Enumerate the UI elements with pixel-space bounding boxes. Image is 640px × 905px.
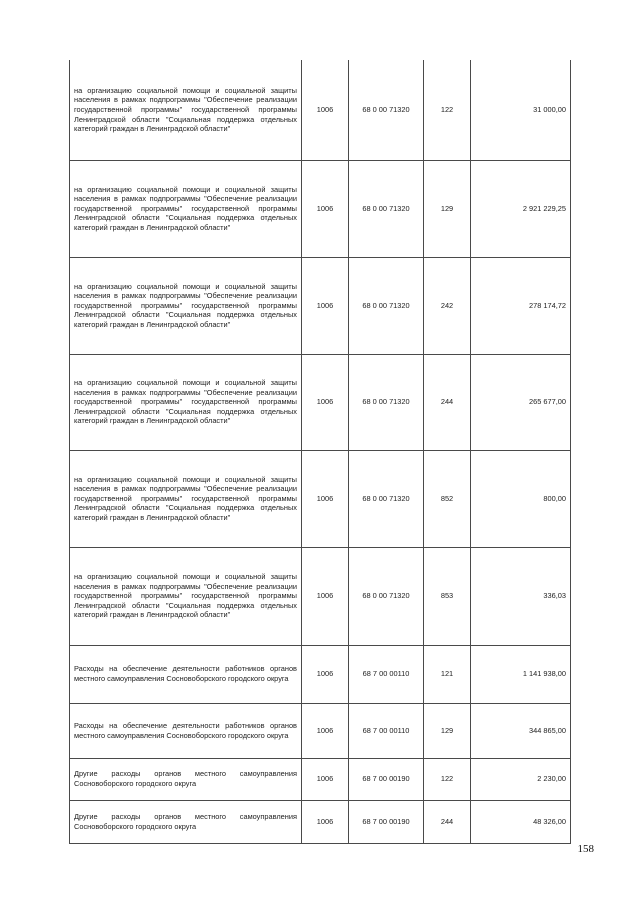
row-expense-type: 122 xyxy=(424,60,471,160)
row-target-code: 68 0 00 71320 xyxy=(349,160,424,257)
row-target-code: 68 0 00 71320 xyxy=(349,354,424,450)
row-amount: 278 174,72 xyxy=(471,257,571,354)
row-amount: 48 326,00 xyxy=(471,800,571,843)
budget-table-body xyxy=(70,60,571,843)
row-expense-type: 121 xyxy=(424,645,471,703)
row-expense-type: 244 xyxy=(424,800,471,843)
row-section-code: 1006 xyxy=(302,354,349,450)
table-row xyxy=(70,758,571,800)
row-description: на организацию социальной помощи и социальной защиты населения в рамках подпрограммы "Обеспечение реализации государственной программы" государственной программы Ленинградской области "Социальная поддержка отдельных категорий граждан в Ленинградской области" xyxy=(70,160,302,257)
table-row xyxy=(70,547,571,645)
row-description: на организацию социальной помощи и социальной защиты населения в рамках подпрограммы "Обеспечение реализации государственной программы" государственной программы Ленинградской области "Социальная поддержка отдельных категорий граждан в Ленинградской области" xyxy=(70,547,302,645)
row-amount: 344 865,00 xyxy=(471,703,571,758)
budget-table xyxy=(69,60,571,844)
table-row xyxy=(70,450,571,547)
row-expense-type: 244 xyxy=(424,354,471,450)
row-expense-type: 129 xyxy=(424,160,471,257)
row-amount: 31 000,00 xyxy=(471,60,571,160)
table-row xyxy=(70,160,571,257)
table-row xyxy=(70,60,571,160)
row-description: на организацию социальной помощи и социальной защиты населения в рамках подпрограммы "Обеспечение реализации государственной программы" государственной программы Ленинградской области "Социальная поддержка отдельных категорий граждан в Ленинградской области" xyxy=(70,60,302,160)
table-row xyxy=(70,703,571,758)
row-description: Другие расходы органов местного самоуправления Сосновоборского городского округа xyxy=(70,800,302,843)
row-amount: 336,03 xyxy=(471,547,571,645)
row-section-code: 1006 xyxy=(302,800,349,843)
row-expense-type: 853 xyxy=(424,547,471,645)
row-target-code: 68 7 00 00190 xyxy=(349,758,424,800)
row-amount: 2 921 229,25 xyxy=(471,160,571,257)
row-expense-type: 122 xyxy=(424,758,471,800)
row-description: Расходы на обеспечение деятельности работников органов местного самоуправления Сосновоборского городского округа xyxy=(70,703,302,758)
row-section-code: 1006 xyxy=(302,703,349,758)
table-row xyxy=(70,645,571,703)
row-section-code: 1006 xyxy=(302,645,349,703)
row-section-code: 1006 xyxy=(302,257,349,354)
row-section-code: 1006 xyxy=(302,758,349,800)
row-amount: 2 230,00 xyxy=(471,758,571,800)
row-amount: 1 141 938,00 xyxy=(471,645,571,703)
row-expense-type: 129 xyxy=(424,703,471,758)
table-row xyxy=(70,354,571,450)
row-section-code: 1006 xyxy=(302,60,349,160)
row-target-code: 68 0 00 71320 xyxy=(349,547,424,645)
row-section-code: 1006 xyxy=(302,450,349,547)
page-number: 158 xyxy=(577,843,594,855)
table-row xyxy=(70,257,571,354)
row-section-code: 1006 xyxy=(302,160,349,257)
row-target-code: 68 0 00 71320 xyxy=(349,450,424,547)
row-section-code: 1006 xyxy=(302,547,349,645)
row-target-code: 68 7 00 00190 xyxy=(349,800,424,843)
row-amount: 265 677,00 xyxy=(471,354,571,450)
row-description: на организацию социальной помощи и социальной защиты населения в рамках подпрограммы "Обеспечение реализации государственной программы" государственной программы Ленинградской области "Социальная поддержка отдельных категорий граждан в Ленинградской области" xyxy=(70,257,302,354)
row-target-code: 68 7 00 00110 xyxy=(349,645,424,703)
row-description: Другие расходы органов местного самоуправления Сосновоборского городского округа xyxy=(70,758,302,800)
row-description: на организацию социальной помощи и социальной защиты населения в рамках подпрограммы "Обеспечение реализации государственной программы" государственной программы Ленинградской области "Социальная поддержка отдельных категорий граждан в Ленинградской области" xyxy=(70,450,302,547)
row-target-code: 68 0 00 71320 xyxy=(349,60,424,160)
row-amount: 800,00 xyxy=(471,450,571,547)
table-row xyxy=(70,800,571,843)
row-expense-type: 242 xyxy=(424,257,471,354)
row-target-code: 68 0 00 71320 xyxy=(349,257,424,354)
row-description: на организацию социальной помощи и социальной защиты населения в рамках подпрограммы "Обеспечение реализации государственной программы" государственной программы Ленинградской области "Социальная поддержка отдельных категорий граждан в Ленинградской области" xyxy=(70,354,302,450)
row-description: Расходы на обеспечение деятельности работников органов местного самоуправления Сосновоборского городского округа xyxy=(70,645,302,703)
row-expense-type: 852 xyxy=(424,450,471,547)
row-target-code: 68 7 00 00110 xyxy=(349,703,424,758)
